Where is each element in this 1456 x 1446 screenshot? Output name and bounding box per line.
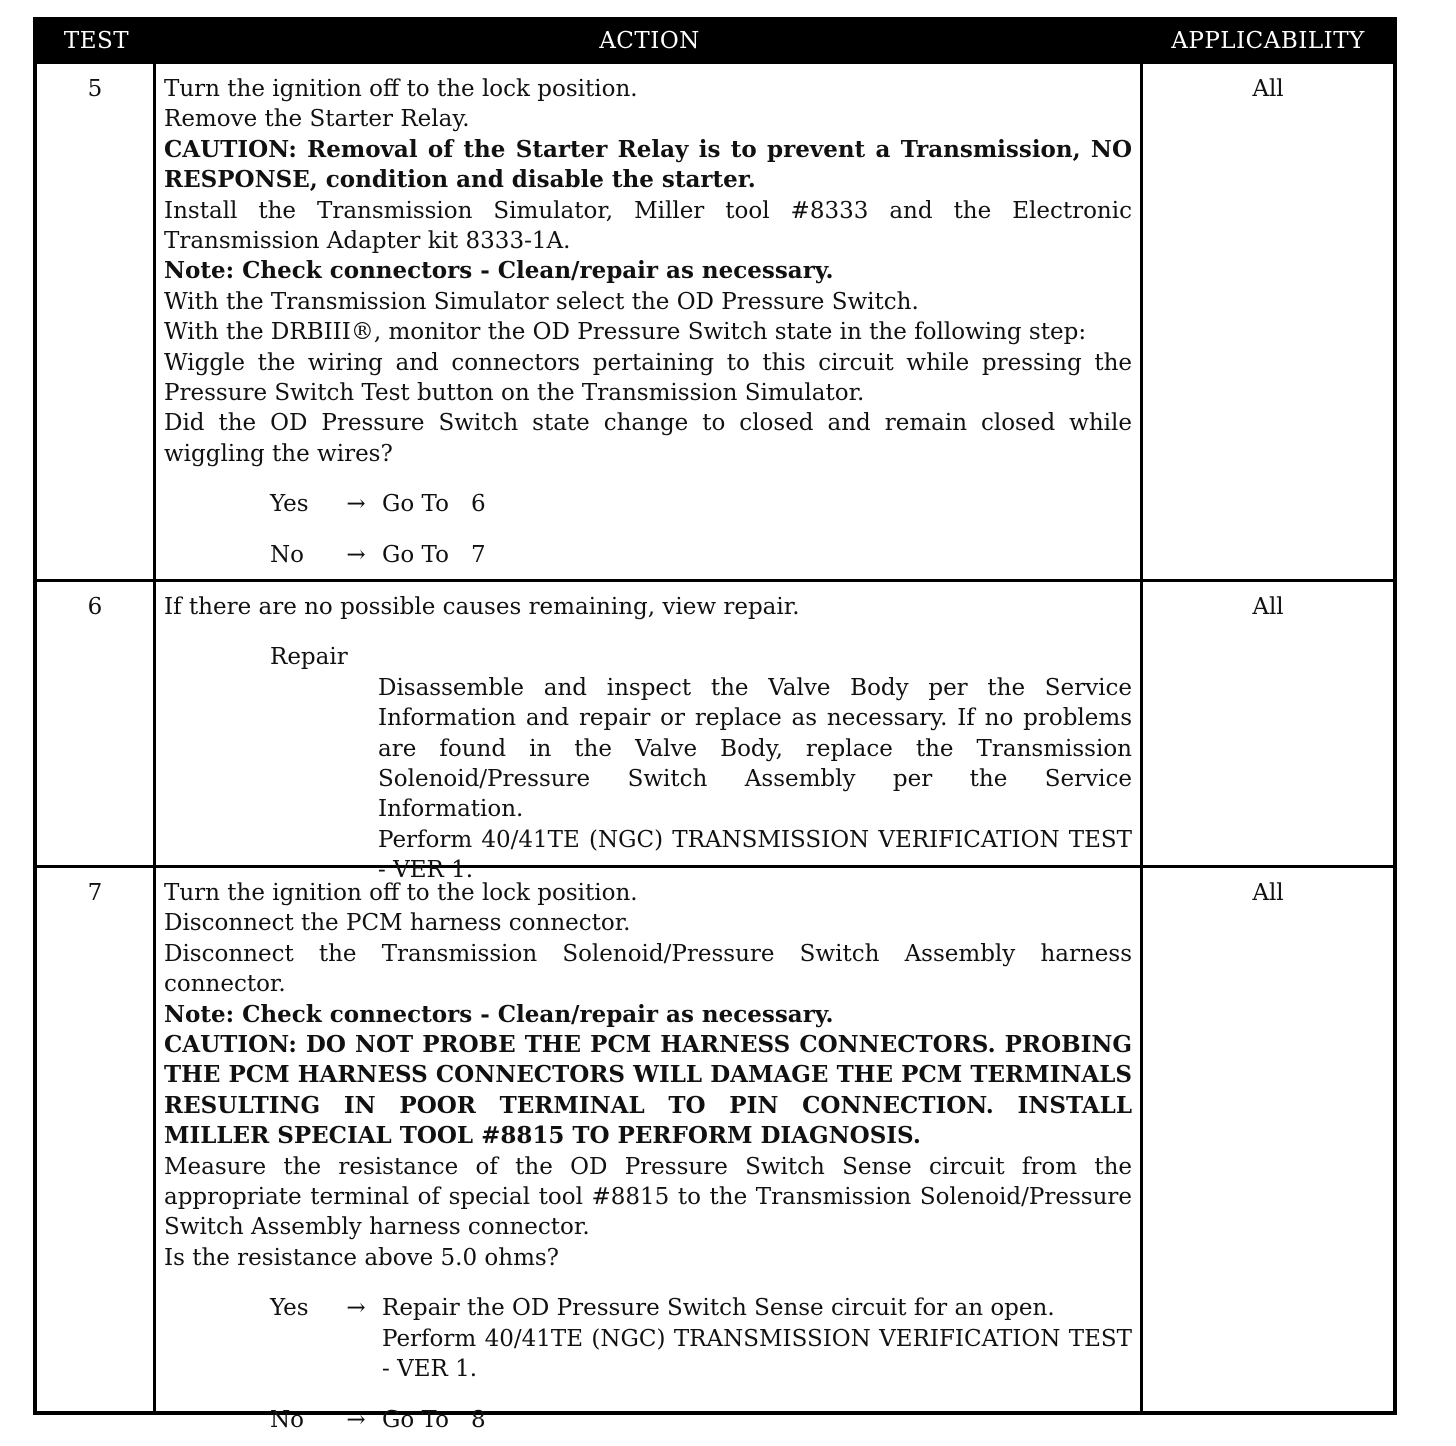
action-cell bbox=[156, 868, 1143, 1433]
table-row bbox=[37, 61, 1393, 579]
question: Is the resistance above 5.0 ohms? bbox=[164, 1244, 560, 1271]
no-label: No bbox=[270, 541, 304, 568]
repair-label: Repair bbox=[270, 644, 348, 671]
arrow-icon: → bbox=[346, 491, 366, 518]
arrow-icon: → bbox=[346, 1406, 366, 1433]
no-label: No bbox=[270, 1406, 304, 1433]
action-step: With the Transmission Simulator select the OD Pressure Switch. bbox=[164, 288, 919, 315]
question: Did the OD Pressure Switch state change to closed and remain closed while wiggling the wires? bbox=[164, 410, 1132, 467]
connector-note: Note: Check connectors - Clean/repair as necessary. bbox=[164, 257, 834, 285]
no-branch bbox=[164, 540, 1132, 570]
applicability-value: All bbox=[1252, 594, 1284, 620]
applicability-value: All bbox=[1252, 76, 1284, 102]
action-step: Install the Transmission Simulator, Miller tool #8333 and the Electronic Transmission Adapter kit 8333-1A. bbox=[164, 197, 1132, 255]
action-step: Measure the resistance of the OD Pressure Switch Sense circuit from the appropriate terminal of special tool #8815 to the Transmission Solenoid/Pressure Switch Assembly harness connector. bbox=[164, 1153, 1132, 1241]
yes-branch bbox=[164, 1293, 1132, 1384]
caution-note: CAUTION: Removal of the Starter Relay is to prevent a Transmission, NO RESPONSE, condition and disable the starter. bbox=[164, 135, 1132, 194]
header-applicability: APPLICABILITY bbox=[1171, 28, 1365, 54]
yes-label: Yes bbox=[270, 1295, 309, 1322]
goto-target: 6 bbox=[470, 491, 486, 518]
goto-link[interactable] bbox=[382, 1405, 486, 1435]
goto-label: Go To bbox=[382, 491, 449, 518]
action-step: Disconnect the Transmission Solenoid/Pressure Switch Assembly harness connector. bbox=[164, 940, 1132, 998]
caution-note: CAUTION: DO NOT PROBE THE PCM HARNESS CONNECTORS. PROBING THE PCM HARNESS CONNECTORS WILL DAMAGE THE PCM TERMINALS RESULTING IN POOR TERMINAL TO PIN CONNECTION. INSTALL MILLER SPECIAL TOOL #8815 TO PERFORM DIAGNOSIS. bbox=[164, 1031, 1132, 1150]
yes-result bbox=[382, 1293, 1132, 1384]
repair-verification: Perform 40/41TE (NGC) TRANSMISSION VERIFICATION TEST - VER 1. bbox=[378, 826, 1132, 884]
repair-verification: Perform 40/41TE (NGC) TRANSMISSION VERIFICATION TEST - VER 1. bbox=[382, 1325, 1132, 1383]
repair-instructions: Disassemble and inspect the Valve Body per the Service Information and repair or replace as necessary. If no problems are found in the Valve Body, replace the Transmission Solenoid/Pressure Switch Assembly per the Service Information. bbox=[378, 674, 1132, 823]
goto-link[interactable] bbox=[382, 540, 486, 570]
goto-target: 8 bbox=[470, 1406, 486, 1433]
header-test: TEST bbox=[63, 28, 130, 54]
repair-result: Repair the OD Pressure Switch Sense circuit for an open. bbox=[382, 1295, 1055, 1322]
action-step: With the DRBIII®, monitor the OD Pressure Switch state in the following step: bbox=[164, 319, 1087, 346]
goto-link[interactable] bbox=[382, 489, 486, 519]
header-action: ACTION bbox=[599, 28, 700, 54]
connector-note: Note: Check connectors - Clean/repair as necessary. bbox=[164, 1000, 834, 1028]
goto-target: 7 bbox=[470, 541, 486, 568]
action-step: Turn the ignition off to the lock position. bbox=[164, 880, 638, 906]
goto-label: Go To bbox=[382, 541, 449, 568]
action-step: If there are no possible causes remaining, view repair. bbox=[164, 594, 800, 620]
action-cell bbox=[156, 64, 1143, 579]
action-step: Wiggle the wiring and connectors pertaining to this circuit while pressing the Pressure Switch Test button on the Transmission Simulator. bbox=[164, 349, 1132, 407]
action-step: Disconnect the PCM harness connector. bbox=[164, 910, 631, 937]
goto-label: Go To bbox=[382, 1406, 449, 1433]
table-row bbox=[37, 579, 1393, 884]
yes-label: Yes bbox=[270, 491, 309, 518]
no-branch bbox=[164, 1405, 1132, 1435]
arrow-icon: → bbox=[346, 541, 366, 568]
table-row bbox=[37, 865, 1393, 1433]
test-number: 5 bbox=[37, 64, 156, 579]
test-number: 7 bbox=[37, 868, 156, 1411]
applicability-value: All bbox=[1252, 880, 1284, 906]
test-number: 6 bbox=[37, 582, 156, 865]
table-header bbox=[37, 21, 1393, 61]
action-step: Turn the ignition off to the lock position. bbox=[164, 76, 638, 102]
diagnostic-table bbox=[33, 17, 1397, 1433]
arrow-icon: → bbox=[346, 1295, 366, 1322]
action-cell bbox=[156, 582, 1143, 884]
action-step: Remove the Starter Relay. bbox=[164, 106, 470, 133]
yes-branch bbox=[164, 489, 1132, 519]
